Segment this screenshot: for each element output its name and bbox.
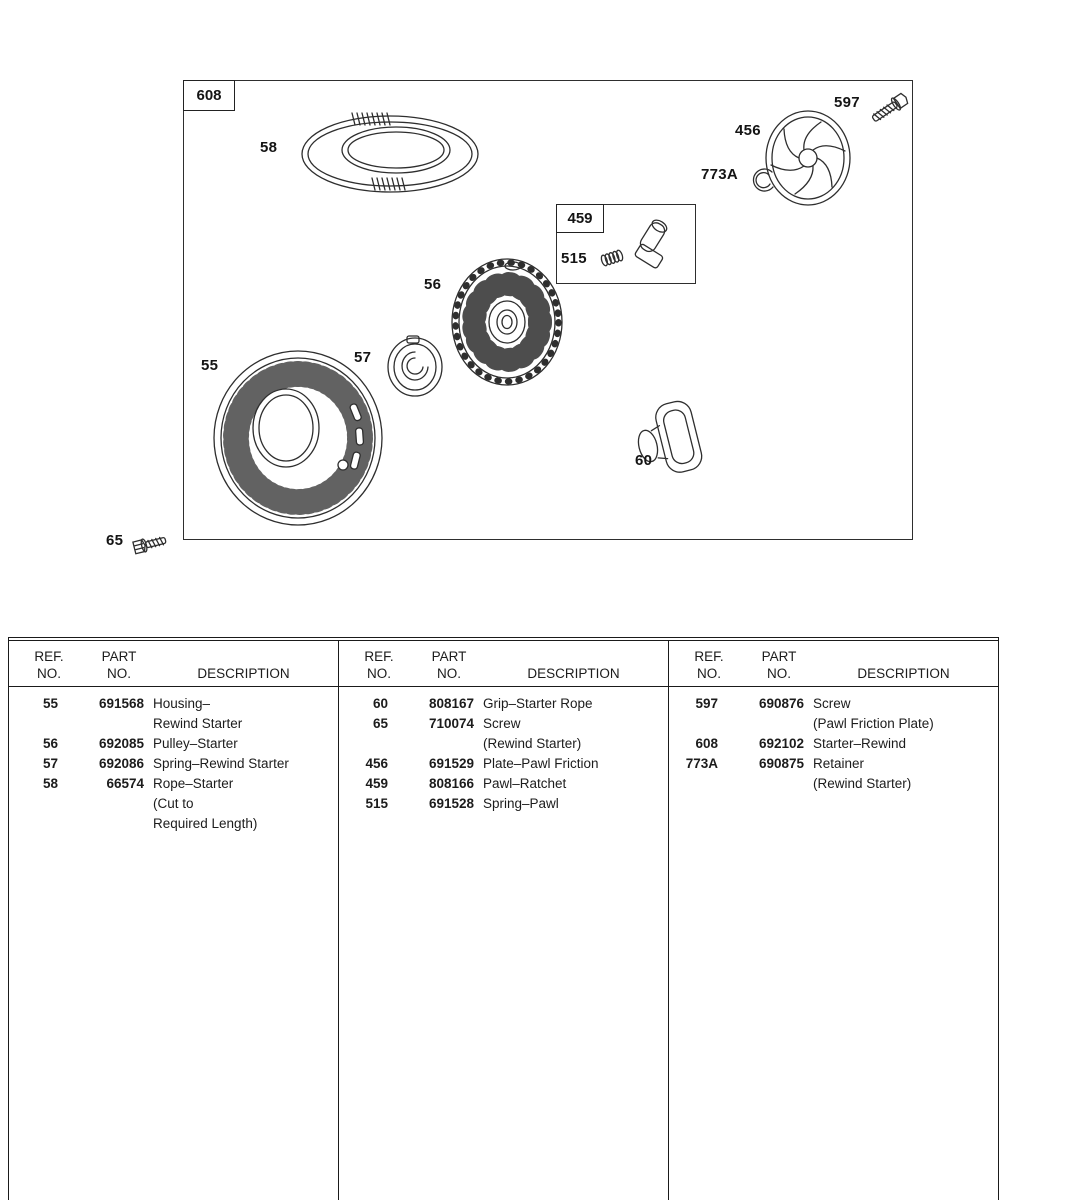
callout-55: 55 — [201, 357, 219, 374]
table-row — [9, 814, 338, 834]
ref-no: 608 — [695, 736, 718, 751]
ref-no — [339, 734, 388, 754]
table-row — [339, 794, 668, 814]
ref-header-line1: REF. — [364, 649, 394, 664]
table-row — [9, 774, 338, 794]
part-header-line2: NO. — [436, 666, 461, 681]
description: (Rewind Starter) — [483, 736, 582, 751]
part-no: 690876 — [758, 696, 804, 711]
part-no: 691529 — [428, 756, 474, 771]
callout-608: 608 — [183, 80, 235, 111]
part-no — [388, 734, 474, 754]
description: Screw — [483, 716, 521, 731]
housing-rewind-drawing — [214, 351, 382, 525]
description: Spring–Pawl — [483, 796, 559, 811]
part-no: 691528 — [428, 796, 474, 811]
spring-pawl-drawing — [600, 249, 624, 266]
description: Spring–Rewind Starter — [153, 756, 289, 771]
parts-table — [8, 637, 999, 1200]
part-no: 691568 — [98, 696, 144, 711]
part-no: 690875 — [758, 756, 804, 771]
table-row — [9, 754, 338, 774]
table-row — [669, 774, 998, 794]
callout-515: 515 — [561, 250, 587, 267]
part-no: 808167 — [428, 696, 474, 711]
part-no-header — [419, 648, 479, 682]
table-row — [339, 714, 668, 734]
description: Starter–Rewind — [813, 736, 907, 751]
ref-no: 459 — [365, 776, 388, 791]
part-no — [58, 794, 144, 814]
table-row — [9, 714, 338, 734]
ref-header-line1: REF. — [34, 649, 64, 664]
ref-no — [669, 774, 718, 794]
ref-no: 456 — [365, 756, 388, 771]
description: Rope–Starter — [153, 776, 234, 791]
part-no: 692085 — [98, 736, 144, 751]
ref-no: 65 — [372, 716, 388, 731]
description: Pulley–Starter — [153, 736, 238, 751]
part-no — [718, 774, 804, 794]
table-rows — [339, 687, 668, 814]
table-header — [9, 641, 338, 687]
description-header: DESCRIPTION — [857, 666, 950, 681]
description: Required Length) — [153, 816, 258, 831]
part-no: 66574 — [106, 776, 144, 791]
table-row — [339, 754, 668, 774]
part-no: 692086 — [98, 756, 144, 771]
part-no: 710074 — [428, 716, 474, 731]
ref-no — [9, 714, 58, 734]
parts-table-column-1 — [9, 641, 338, 1200]
description: Housing– — [153, 696, 211, 711]
ref-no: 773A — [685, 756, 718, 771]
part-header-line1: PART — [101, 649, 137, 664]
description: Screw — [813, 696, 851, 711]
ref-no: 515 — [365, 796, 388, 811]
callout-65: 65 — [106, 532, 124, 549]
part-header-line2: NO. — [106, 666, 131, 681]
part-header-line1: PART — [431, 649, 467, 664]
part-header-line2: NO. — [766, 666, 791, 681]
ref-no: 56 — [42, 736, 58, 751]
ref-header-line2: NO. — [696, 666, 721, 681]
description: Grip–Starter Rope — [483, 696, 593, 711]
table-header — [339, 641, 668, 687]
callout-456: 456 — [735, 122, 761, 139]
callout-459: 459 — [556, 204, 604, 233]
callout-57: 57 — [354, 349, 372, 366]
ref-no: 57 — [42, 756, 58, 771]
part-no — [718, 714, 804, 734]
part-no-header — [89, 648, 149, 682]
part-no — [58, 714, 144, 734]
description: Rewind Starter — [153, 716, 243, 731]
rope-starter-drawing — [302, 113, 478, 192]
exploded-parts-illustration — [0, 0, 1073, 585]
pulley-starter-drawing — [452, 259, 562, 385]
part-no-header — [749, 648, 809, 682]
description: (Rewind Starter) — [813, 776, 912, 791]
table-row — [669, 694, 998, 714]
callout-56: 56 — [424, 276, 442, 293]
table-row — [669, 734, 998, 754]
spring-rewind-drawing — [388, 336, 442, 396]
screw-597-drawing — [870, 91, 910, 124]
table-row — [9, 794, 338, 814]
table-header — [669, 641, 998, 687]
description-header: DESCRIPTION — [197, 666, 290, 681]
table-row — [339, 694, 668, 714]
table-row — [669, 714, 998, 734]
ref-no — [669, 714, 718, 734]
callout-58: 58 — [260, 139, 278, 156]
part-no — [58, 814, 144, 834]
part-no: 808166 — [428, 776, 474, 791]
description: (Cut to — [153, 796, 194, 811]
description: Plate–Pawl Friction — [483, 756, 599, 771]
ref-no: 58 — [42, 776, 58, 791]
ref-no — [9, 794, 58, 814]
ref-header-line1: REF. — [694, 649, 724, 664]
table-rows — [9, 687, 338, 834]
ref-no: 597 — [695, 696, 718, 711]
ref-no-header — [339, 648, 419, 682]
callout-597: 597 — [834, 94, 860, 111]
plate-pawl-friction-drawing — [766, 111, 850, 205]
description-header: DESCRIPTION — [527, 666, 620, 681]
table-row — [669, 754, 998, 774]
table-row — [339, 734, 668, 754]
callout-773A: 773A — [701, 166, 739, 183]
parts-table-column-2 — [338, 641, 668, 1200]
ref-no: 60 — [372, 696, 388, 711]
ref-no: 55 — [42, 696, 58, 711]
pawl-ratchet-drawing — [632, 218, 679, 269]
description: Retainer — [813, 756, 865, 771]
ref-no — [9, 814, 58, 834]
ref-no-header — [9, 648, 89, 682]
table-row — [339, 774, 668, 794]
description: (Pawl Friction Plate) — [813, 716, 934, 731]
screw-65-drawing — [133, 534, 167, 555]
description: Pawl–Ratchet — [483, 776, 567, 791]
table-row — [9, 694, 338, 714]
ref-header-line2: NO. — [366, 666, 391, 681]
table-rows — [669, 687, 998, 794]
parts-table-column-3 — [668, 641, 998, 1200]
part-no: 692102 — [758, 736, 804, 751]
table-row — [9, 734, 338, 754]
ref-header-line2: NO. — [36, 666, 61, 681]
callout-60: 60 — [635, 452, 653, 469]
part-header-line1: PART — [761, 649, 797, 664]
ref-no-header — [669, 648, 749, 682]
